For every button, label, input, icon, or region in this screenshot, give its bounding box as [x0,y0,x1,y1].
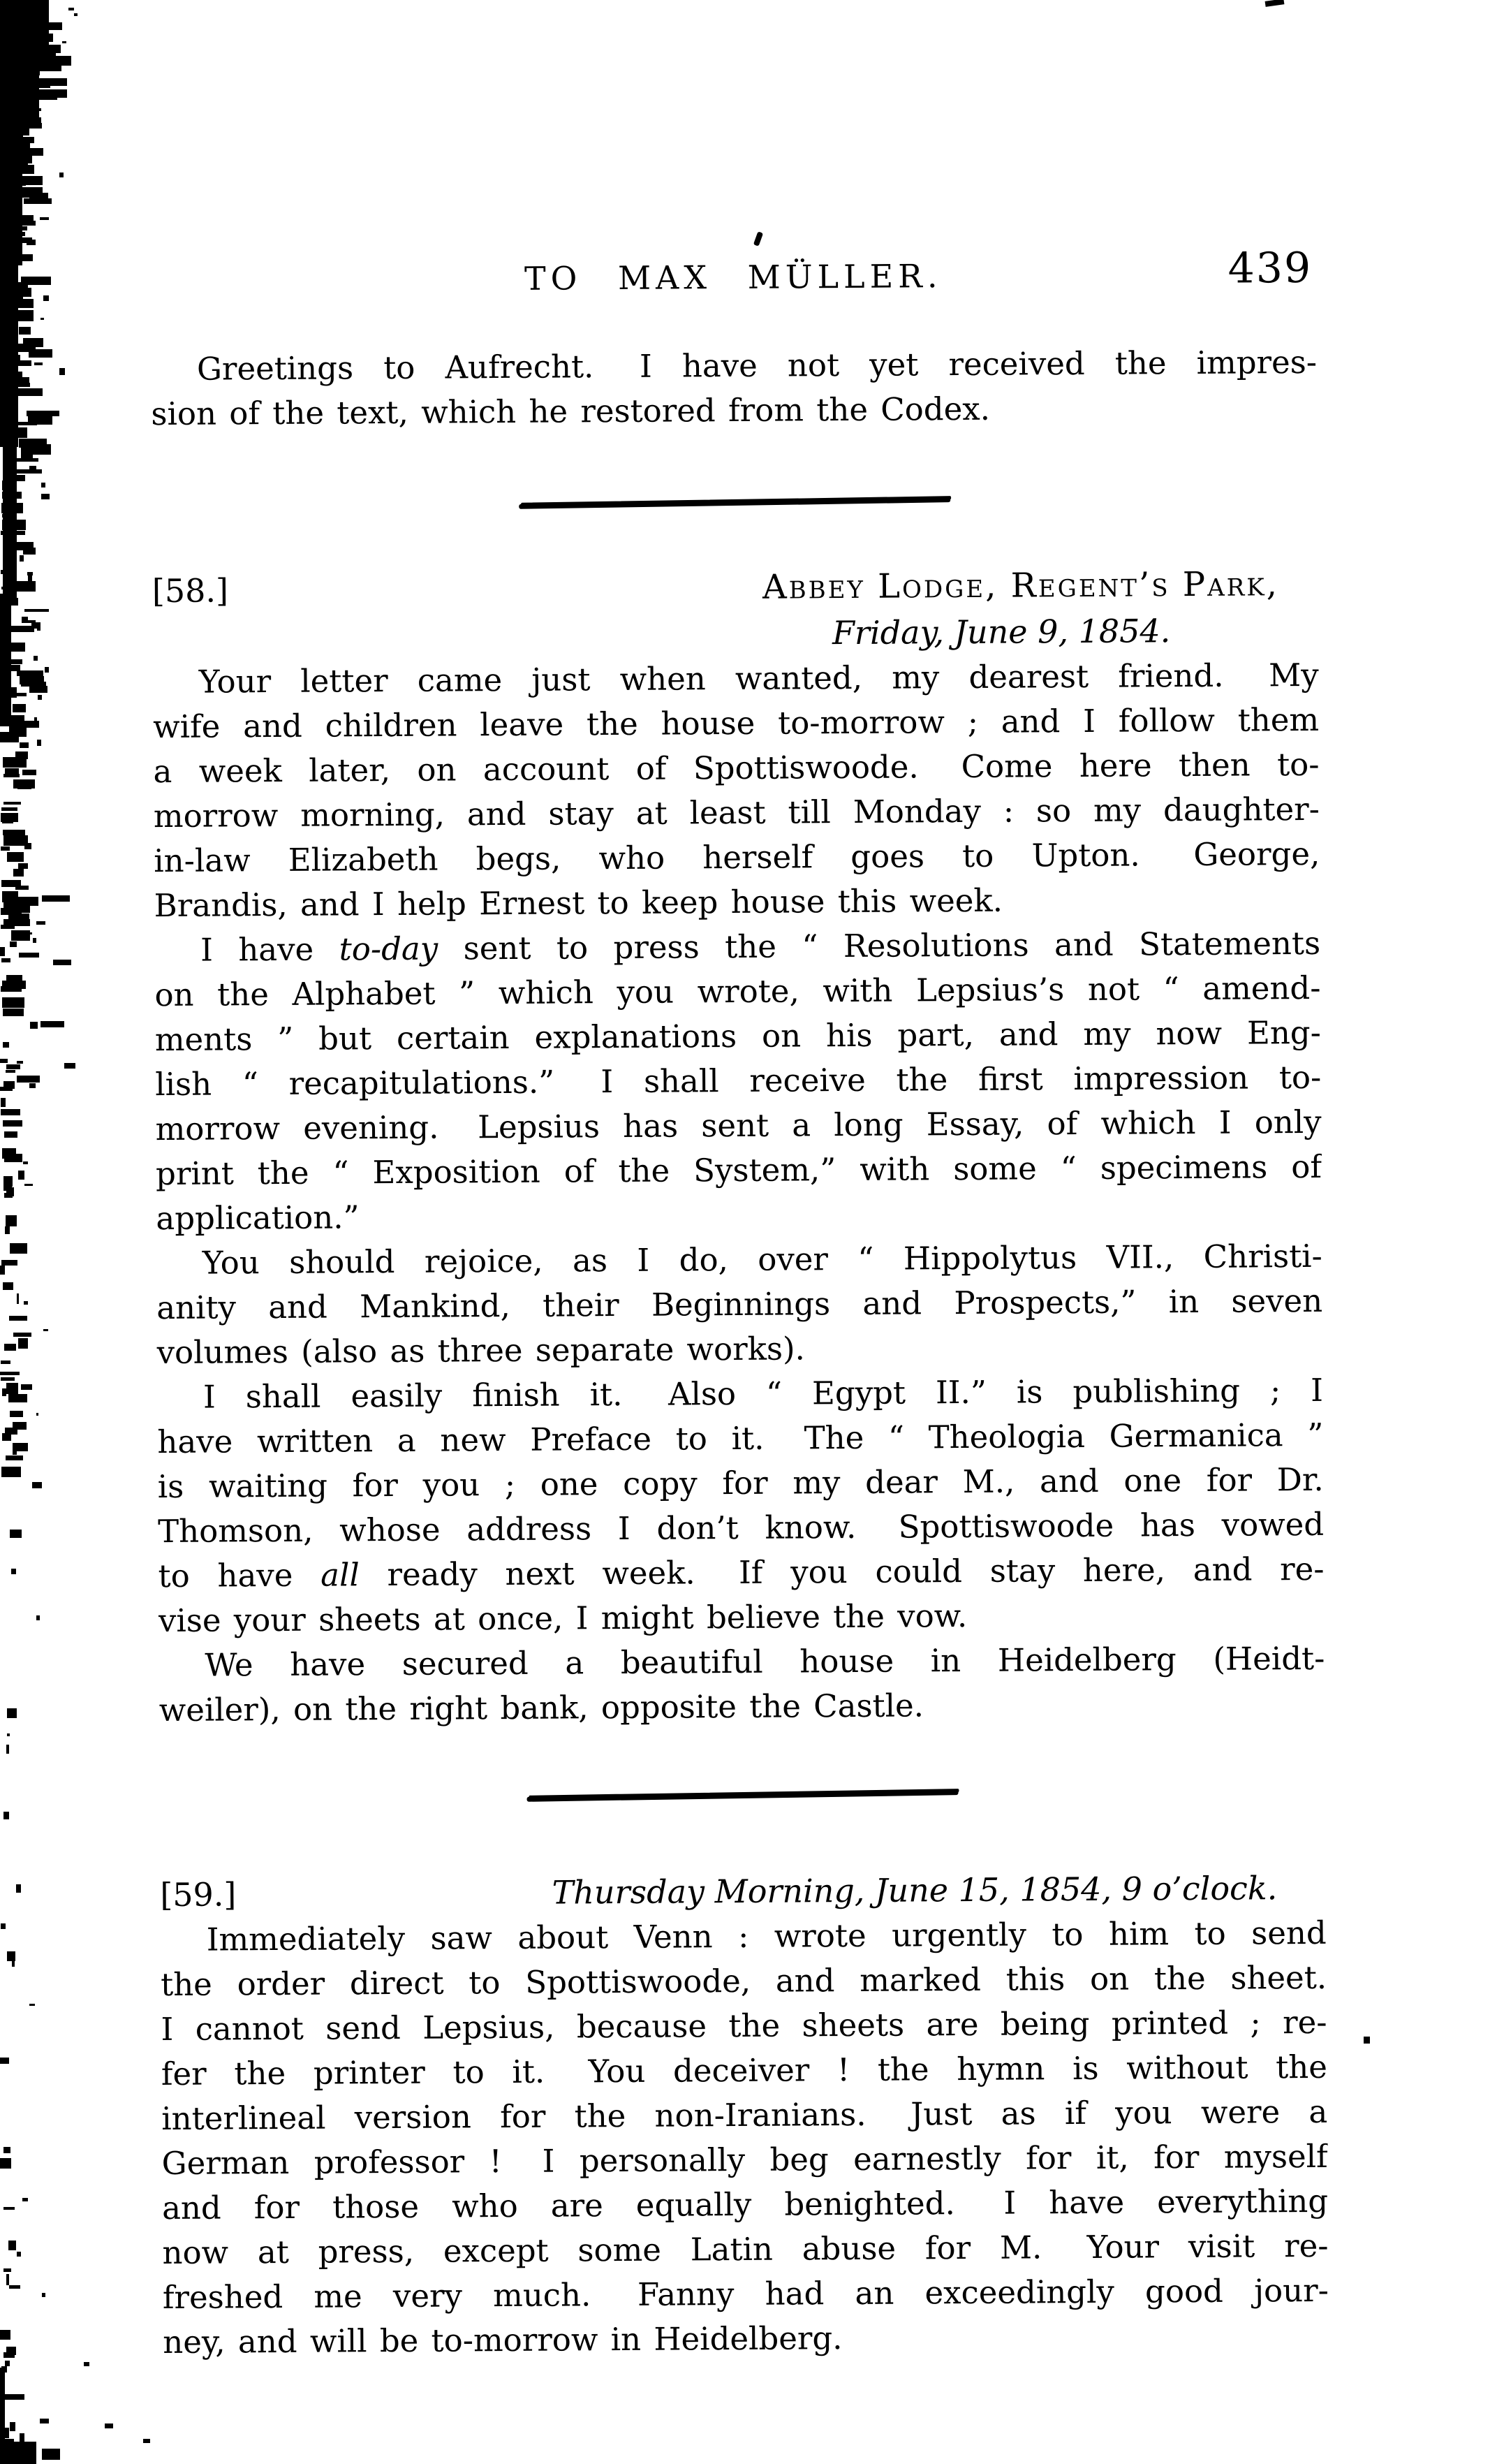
text-line: sion of the text, which he restored from the Codex. [151,390,991,433]
letter-59-body [161,1911,1329,2365]
text-line: morrow evening. Lepsius has sent a long Essay, of which I only [155,1103,1322,1148]
previous-letter-closing [151,340,1318,437]
scan-speck [753,231,763,247]
text-line: a week later, on account of Spottiswoode. Come here then to- [153,745,1320,791]
text-line: the order direct to Spottiswoode, and marked this on the sheet. [160,1958,1327,2004]
section-divider-rule [526,1790,958,1802]
text-line: You should rejoice, as I do, over “ Hippolytus VII., Christi- [202,1237,1322,1282]
text-line: fer the printer to it. You deceiver ! the hymn is without the [161,2048,1328,2093]
paragraph [154,921,1322,1241]
text-line: Your letter came just when wanted, my dearest friend. My [198,656,1319,701]
text-line: ney, and will be to-morrow in Heidelberg. [163,2319,843,2361]
letter-number: [59.] [160,1875,237,1914]
section-divider-rule [519,497,950,509]
text-line: application.” [156,1198,360,1238]
text-line: I cannot send Lepsius, because the sheets are being printed ; re- [161,2003,1327,2048]
text-line: weiler), on the right bank, opposite the Castle. [158,1687,924,1729]
text-line: German professor ! I personally beg earnestly for it, for myself [161,2137,1328,2183]
text-line: on the Alphabet ” which you wrote, with Lepsius’s not “ amend- [154,969,1321,1014]
letter-58-body [153,653,1325,1733]
text-line: morrow morning, and stay at least till Monday : so my daughter- [153,790,1320,835]
text-line: in-law Elizabeth begs, who herself goes to Upton. George, [154,835,1320,880]
paragraph [157,1368,1325,1643]
letter-59 [160,1865,1329,2365]
letter-dateline: Thursday Morning, June 15, 1854, 9 o’clock. [552,1869,1278,1912]
text-line: and for those who are equally benighted. I have everything [161,2182,1329,2227]
paragraph [161,1911,1329,2365]
paragraph [151,340,1318,437]
scan-speck [1265,0,1285,7]
letter-59-heading [160,1865,1326,1918]
text-line: have written a new Preface to it. The “ Theologia Germanica ” [157,1416,1324,1461]
paragraph [153,653,1320,928]
text-line: is waiting for you ; one copy for my dear M., and one for Dr. [157,1460,1324,1506]
running-header [150,243,1316,304]
text-line: ments ” but certain explanations on his part, and my now Eng- [154,1013,1322,1059]
text-line: to have all ready next week. If you could stay here, and re- [158,1550,1325,1595]
text-line: lish “ recapitulations.” I shall receive the first impression to- [155,1058,1322,1103]
text-line: vise your sheets at once, I might believe the vow. [158,1597,968,1640]
letter-dateline: Friday, June 9, 1854. [832,612,1171,652]
text-line: Thomson, whose address I don’t know. Spottiswoode has vowed [158,1505,1325,1550]
paragraph [158,1636,1325,1733]
text-line: freshed me very much. Fanny had an exceedingly good jour- [162,2271,1329,2317]
page-number: 439 [1227,243,1313,293]
text-line: I shall easily finish it. Also “ Egypt II.” is publishing ; I [202,1371,1324,1416]
text-line: volumes (also as three separate works). [156,1330,806,1372]
text-line: print the “ Exposition of the System,” with some “ specimens of [155,1147,1322,1193]
letter-address: Abbey Lodge, Regent’s Park, [762,564,1280,607]
letter-58-heading [152,561,1318,614]
paragraph [156,1234,1323,1375]
scan-speck [1364,2037,1370,2044]
text-line: Immediately saw about Venn : wrote urgently to him to send [206,1914,1327,1958]
text-line: anity and Mankind, their Beginnings and Prospects,” in seven [156,1282,1323,1327]
text-line: I have to-day sent to press the “ Resolutions and Statements [200,924,1321,969]
letter-number: [58.] [152,571,229,610]
page-content [150,243,1329,2365]
text-line: interlineal version for the non-Iranians. Just as if you were a [161,2092,1328,2138]
text-line: Greetings to Aufrecht. I have not yet received the impres- [196,343,1318,388]
letter-58 [152,561,1325,1733]
text-line: Brandis, and I help Ernest to keep house this week. [154,881,1003,925]
text-line: We have secured a beautiful house in Heidelberg (Heidt- [205,1639,1325,1684]
text-line: wife and children leave the house to-morrow ; and I follow them [152,701,1320,746]
running-header-title: TO MAX MÜLLER. [524,257,943,298]
text-line: now at press, except some Latin abuse for M. Your visit re- [162,2227,1329,2272]
